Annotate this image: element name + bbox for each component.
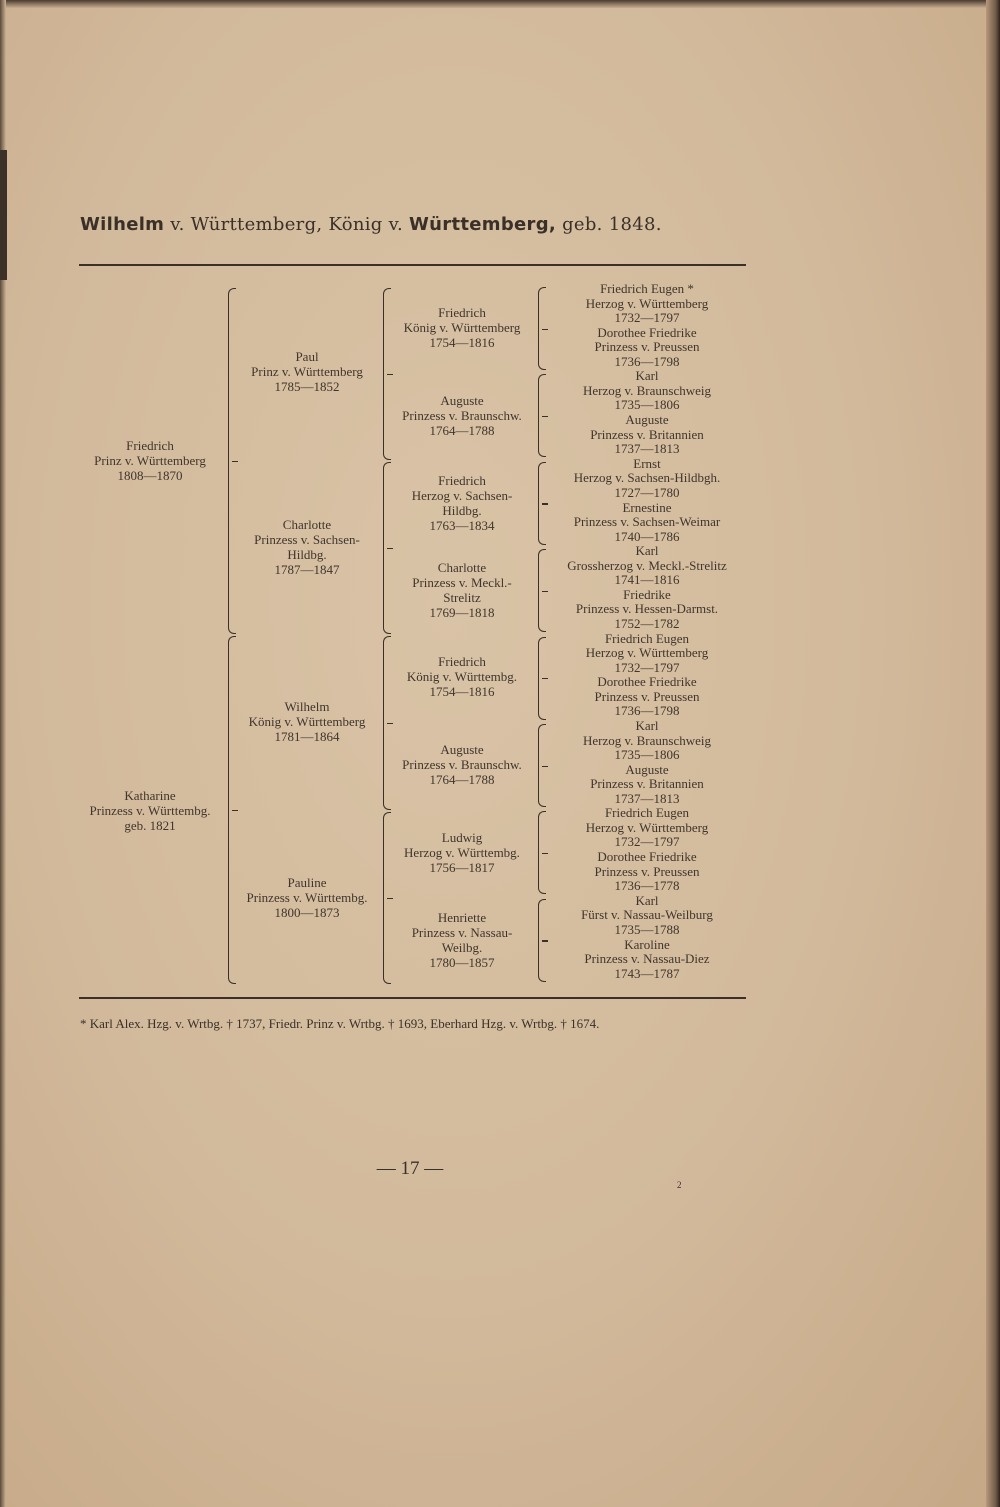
person-title2: Weilbg. [441, 940, 483, 955]
person-title: Prinzess v. Württembg. [89, 803, 211, 818]
person-title: Prinzess v. Braunschw. [402, 757, 522, 772]
brace [383, 462, 391, 634]
person-dates: 1785—1852 [274, 379, 340, 394]
person-dates: 1752—1782 [614, 615, 680, 631]
person-name: Friedrich Eugen [604, 805, 690, 821]
person-entry [537, 938, 757, 982]
person-name: Wilhelm [284, 699, 330, 714]
person-dates: 1754—1816 [429, 335, 495, 350]
person-entry [537, 806, 757, 850]
person-dates: 1787—1847 [274, 562, 340, 577]
person-title: Herzog v. Württemberg [585, 295, 709, 311]
person-name: Karl [635, 543, 659, 559]
footnote: * Karl Alex. Hzg. v. Wrtbg. † 1737, Friedr. Prinz v. Wrtbg. † 1693, Eberhard Hzg. v. Wrtbg. † 1674. [80, 1016, 600, 1031]
person-dates: 1781—1864 [274, 729, 340, 744]
person-entry [382, 830, 542, 875]
person-name: Paul [295, 349, 319, 364]
person-dates: 1732—1797 [614, 310, 680, 326]
title-part-2: geb. 1848. [556, 214, 662, 235]
person-title: Prinzess v. Hessen-Darmst. [575, 601, 719, 617]
person-name: Friedrike [623, 586, 671, 602]
person-entry [227, 699, 387, 744]
person-dates: 1736—1798 [614, 703, 680, 719]
person-title2: Strelitz [443, 590, 481, 605]
person-title: Prinzess v. Sachsen- [254, 532, 360, 547]
person-title: Herzog v. Sachsen- [411, 488, 513, 503]
person-name: Charlotte [282, 517, 332, 532]
person-dates: 1732—1797 [614, 659, 680, 675]
person-title: Prinzess v. Britannien [590, 426, 704, 442]
top-rule [79, 264, 746, 266]
person-title: Herzog v. Braunschweig [582, 382, 712, 398]
person-name: Friedrich [438, 305, 486, 320]
person-dates: 1735—1806 [614, 397, 680, 413]
person-name: Friedrich [126, 438, 174, 453]
person-entry [537, 894, 757, 938]
person-entry [537, 719, 757, 763]
person-title: Prinzess v. Meckl.- [412, 575, 512, 590]
page-number: — 17 — [376, 1158, 444, 1179]
brace [228, 288, 236, 634]
person-entry [227, 517, 387, 577]
person-dates: 1743—1787 [614, 965, 680, 981]
person-entry [537, 544, 757, 588]
person-title: Prinzess v. Sachsen-Weimar [573, 514, 721, 530]
person-name: Auguste [440, 393, 484, 408]
person-dates: 1763—1834 [429, 518, 495, 533]
brace [538, 374, 546, 457]
person-title: Prinzess v. Braunschw. [402, 408, 522, 423]
person-title: Prinzess v. Preussen [594, 688, 700, 704]
person-name: Friedrich Eugen [604, 630, 690, 646]
person-name: Auguste [625, 412, 669, 428]
person-title: Prinzess v. Britannien [590, 776, 704, 792]
person-title: Grossherzog v. Meckl.-Strelitz [567, 557, 727, 573]
person-dates: 1764—1788 [429, 772, 495, 787]
person-title: König v. Württemberg [248, 714, 366, 729]
signature-mark: 2 [677, 1180, 682, 1190]
person-entry [537, 501, 757, 545]
person-name: Karl [635, 892, 659, 908]
page-top-edge [0, 0, 1000, 8]
person-dates: 1800—1873 [274, 905, 340, 920]
person-dates: 1737—1813 [614, 441, 680, 457]
person-name: Karoline [624, 936, 670, 952]
brace [383, 288, 391, 460]
person-name: Henriette [437, 910, 487, 925]
person-title: Prinz v. Württemberg [94, 453, 206, 468]
person-entry [537, 763, 757, 807]
brace [228, 636, 236, 984]
person-name: Charlotte [437, 560, 487, 575]
person-name: Auguste [625, 761, 669, 777]
person-dates: 1735—1806 [614, 747, 680, 763]
person-title: Prinzess v. Preussen [594, 339, 700, 355]
person-entry [70, 438, 230, 483]
person-entry [382, 305, 542, 350]
person-name: Karl [635, 718, 659, 733]
brace [538, 549, 546, 632]
person-entry [70, 788, 230, 833]
person-title: Prinzess v. Nassau-Diez [584, 951, 710, 967]
person-dates: 1740—1786 [614, 528, 680, 544]
person-title: Herzog v. Sachsen-Hildbgh. [573, 470, 721, 486]
person-dates: 1769—1818 [429, 605, 495, 620]
person-name: Dorothee Friedrike [597, 324, 697, 340]
person-dates: 1808—1870 [117, 468, 183, 483]
title-bold: Württemberg, [409, 214, 557, 235]
person-title: Prinz v. Württemberg [251, 364, 363, 379]
person-entry [227, 875, 387, 920]
person-entry [382, 560, 542, 620]
person-entry [537, 413, 757, 457]
brace [538, 899, 546, 982]
person-dates: 1756—1817 [429, 860, 495, 875]
person-entry [537, 369, 757, 413]
person-name: Dorothee Friedrike [597, 674, 697, 690]
person-title: Fürst v. Nassau-Weilburg [581, 907, 713, 923]
person-title: König v. Württembg. [406, 669, 518, 684]
person-entry [537, 326, 757, 370]
binding-tab [0, 150, 7, 280]
person-name: Karl [635, 368, 659, 384]
person-name: Ernst [633, 455, 661, 471]
brace [383, 636, 391, 810]
person-dates: geb. 1821 [124, 818, 176, 833]
title-name: Wilhelm [80, 214, 165, 235]
person-title: Prinzess v. Preussen [594, 863, 700, 879]
person-entry [537, 282, 757, 326]
person-title: König v. Württemberg [403, 320, 521, 335]
person-entry [537, 850, 757, 894]
person-name: Friedrich [438, 473, 486, 488]
person-name: Katharine [124, 788, 176, 803]
person-dates: 1732—1797 [614, 834, 680, 850]
person-dates: 1735—1788 [614, 921, 680, 937]
person-entry [382, 910, 542, 970]
person-title: Herzog v. Braunschweig [582, 732, 712, 748]
person-dates: 1727—1780 [614, 484, 680, 500]
brace [383, 812, 391, 984]
brace [538, 637, 546, 720]
person-title: Herzog v. Württemberg [585, 819, 709, 835]
person-name: Ludwig [441, 830, 483, 845]
bottom-rule [79, 997, 746, 999]
person-name: Friedrich Eugen * [600, 281, 694, 296]
person-title2: Hildbg. [442, 503, 482, 518]
person-title: Herzog v. Württembg. [404, 845, 520, 860]
person-dates: 1736—1778 [614, 878, 680, 894]
person-name: Ernestine [622, 499, 672, 515]
title-part-1: v. Württemberg, König v. [164, 214, 410, 235]
person-dates: 1780—1857 [429, 955, 495, 970]
person-title: Prinzess v. Württembg. [246, 890, 368, 905]
person-entry [382, 654, 542, 699]
person-entry [227, 349, 387, 394]
page-title [80, 214, 780, 235]
person-dates: 1737—1813 [614, 790, 680, 806]
page-right-edge [986, 0, 1000, 1507]
person-title2: Hildbg. [287, 547, 327, 562]
person-name: Auguste [440, 742, 484, 757]
person-entry [537, 457, 757, 501]
person-entry [537, 632, 757, 676]
person-title: Herzog v. Württemberg [585, 645, 709, 661]
person-dates: 1736—1798 [614, 353, 680, 369]
brace [538, 462, 546, 545]
person-entry [537, 588, 757, 632]
brace [538, 287, 546, 370]
brace [538, 811, 546, 894]
person-entry [382, 473, 542, 533]
person-title: Prinzess v. Nassau- [411, 925, 513, 940]
person-name: Pauline [287, 875, 327, 890]
person-dates: 1764—1788 [429, 423, 495, 438]
brace [538, 724, 546, 807]
person-dates: 1741—1816 [614, 572, 680, 588]
person-entry [537, 675, 757, 719]
person-dates: 1754—1816 [429, 684, 495, 699]
person-name: Dorothee Friedrike [597, 849, 697, 865]
person-entry [382, 393, 542, 438]
person-name: Friedrich [438, 654, 486, 669]
person-entry [382, 742, 542, 787]
